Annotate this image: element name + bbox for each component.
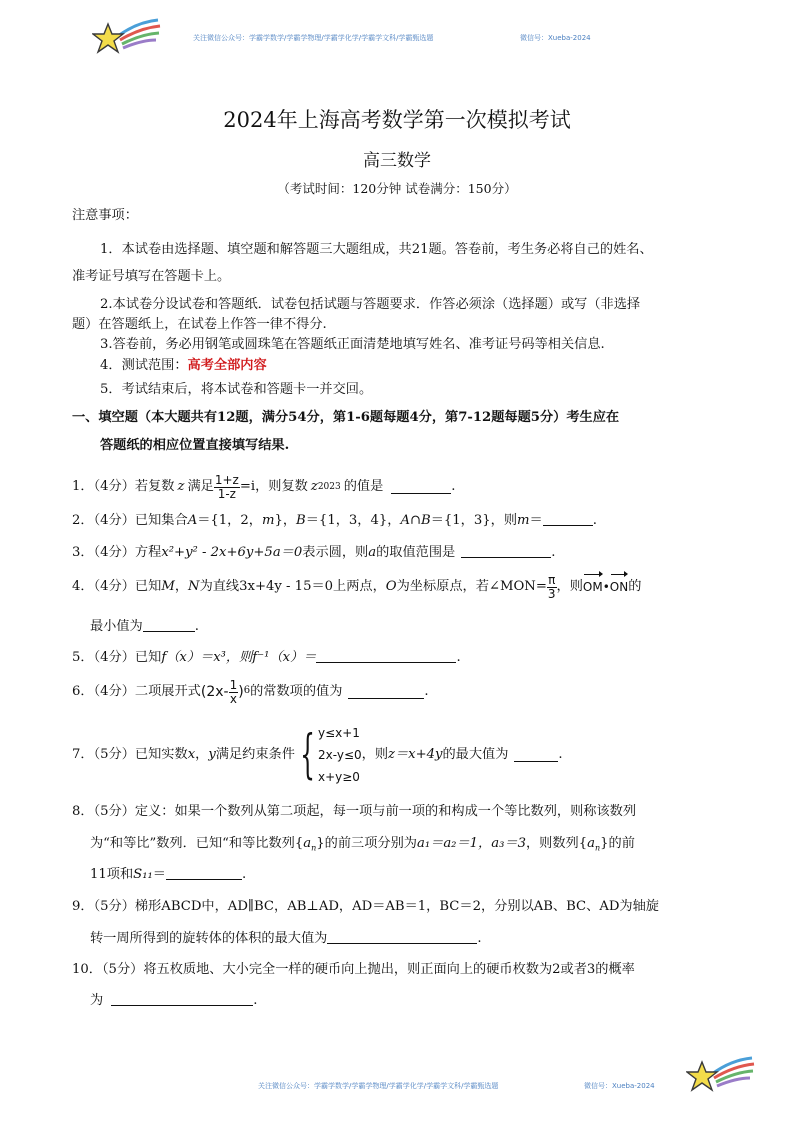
q2-var-A: A [187,513,198,528]
q2-text-b: ＝{1，2， [197,513,262,528]
q9-line1: 9．（5分）梯形ABCD中，AD∥BC，AB⊥AD，AD＝AB＝1，BC＝2，分别以AB、BC、AD为轴旋 [72,899,659,914]
q6-fraction [229,679,239,706]
q5-answer-blank[interactable] [316,649,456,663]
header-wechat: 微信号：Xueba-2024 [520,34,591,42]
q4-var-M: M [161,579,175,594]
q7-text-e: 的最大值为 [442,747,509,762]
q1-exponent: 2023 [317,482,341,492]
q4-answer-blank[interactable] [143,618,195,632]
q5-text-b: . [456,650,461,665]
note-2 [100,294,640,316]
notes-heading: 注意事项： [72,208,138,223]
q2-text-d: ＝{1，3，4}， [305,513,401,528]
q7-constraint-1: y≤x+1 [317,726,360,740]
q1-var-z2: z [310,479,318,494]
star-logo-icon [92,16,162,60]
note-1-a: 1．本试卷由选择题、填空题和解答题三大题组成，共21题。答卷前，考生务必将自己的姓名、 [100,242,653,257]
q1-text-c: =i，则复数 [239,479,308,494]
note-4-label: 4．测试范围： [100,358,188,373]
q8-l2b: }的前三项分别为 [316,836,417,851]
footer-text: 关注微信公众号：学霸学数学/学霸学物理/学霸学化学/学霸学文科/学霸甄选题 [258,1082,499,1090]
q1-text-a: 1．（4分）若复数 [72,479,175,494]
q7-var-x: x [187,747,196,762]
q1-text-e: . [451,479,456,494]
note-4-value: 高考全部内容 [187,358,267,373]
q3-equation: x²+y² - 2x+6y+5a＝0 [161,545,303,560]
q6-open-paren: (2x- [200,684,229,700]
q4-text-g: . [194,619,199,634]
note-5-text: 5．考试结束后，将本试卷和答题卡一并交回。 [100,382,373,397]
q3-var-a: a [368,545,377,560]
q8-line1: 8．（5分）定义：如果一个数列从第二项起，每一项与前一项的和构成一个等比数列，则称该数列 [72,804,637,819]
note-1 [100,239,653,261]
q7-objective: z＝x+4y [388,747,443,762]
question-6 [72,674,429,710]
q2-text-f: ＝ [529,513,543,528]
q8-an-2: a [587,836,595,851]
footer-star-logo [686,1054,756,1098]
q1-var-z: z [177,479,185,494]
question-7 [72,720,563,790]
q6-close-paren: ) [238,684,244,700]
q10-line2-end: . [253,993,258,1008]
q6-text-a: 6．（4分）二项展开式 [72,684,201,699]
q7-text-d: ，则 [361,747,389,762]
section-1-line1: 一、填空题（本大题共有12题，满分54分，第1-6题每题4分，第7-12题每题5分）考生应在 [72,410,620,425]
q1-fraction [214,474,240,501]
question-1 [72,470,455,504]
q7-answer-blank[interactable] [514,748,558,762]
q4-text-b: ， [174,579,189,594]
q7-brace: { [299,725,315,785]
q9-line2: 转一周所得到的旋转体的体积的最大值为 [90,931,328,946]
footer-wechat: 微信号：Xueba-2024 [584,1082,655,1090]
q8-l3c: . [241,867,247,882]
q7-constraint-3: x+y≥0 [317,770,360,784]
q7-text-f: . [558,747,563,762]
q6-denominator: x [229,691,237,706]
q2-text-g: . [592,513,597,528]
q3-text-a: 3．（4分）方程 [72,545,162,560]
q6-exponent: 6 [243,685,251,696]
note-2-b: 题）在答题纸上，在试卷上作答一律不得分. [72,317,327,332]
section-1-line2: 答题纸的相应位置直接填写结果. [100,438,290,453]
section-heading-1 [72,407,619,429]
q2-answer-blank[interactable] [543,512,593,526]
q8-s11: S₁₁ [133,867,153,882]
q6-numerator: 1 [229,677,238,692]
q1-denominator: 1-z [217,486,236,501]
question-8-cont-2 [90,864,246,886]
q4-dot: • [602,580,610,594]
q1-text-b: 满足 [187,479,214,494]
note-3-text: 3.答卷前，务必用钢笔或圆珠笔在答题纸正面清楚地填写姓名、准考证号码等相关信息. [100,337,605,352]
q6-text-b: 的常数项的值为 [250,684,343,699]
q2-var-B: B [296,513,306,528]
question-9 [72,896,659,918]
question-9-cont [90,928,482,950]
q9-answer-blank[interactable] [327,930,477,944]
note-5 [100,379,372,401]
page-title: 2024年上海高考数学第一次模拟考试 [223,108,571,132]
q8-l2d: }的前 [600,836,635,851]
q2-intersection: A∩B [400,513,431,528]
q4-text-e: ，则 [556,579,583,594]
note-1-b: 准考证号填写在答题卡上。 [72,269,231,284]
question-3 [72,542,555,564]
q4-line2: 最小值为 [90,619,143,634]
star-logo-icon [686,1054,756,1098]
q8-initial-terms: a₁＝a₂＝1，a₃＝3 [416,836,526,851]
q2-var-m: m [261,513,275,528]
q5-function: f（x）＝x³，则 [161,650,253,665]
q4-var-O: O [385,579,397,594]
q4-vector-on: ON [610,576,628,598]
q8-l3b: ＝ [152,867,166,882]
q2-text-a: 2．（4分）已知集合 [72,513,188,528]
note-1-cont [72,266,230,288]
question-2 [72,510,597,532]
q8-answer-blank[interactable] [166,866,242,880]
q4-text-c: 为直线3x+4y - 15＝0上两点， [199,579,386,594]
q5-inverse: f⁻¹（x）＝ [252,650,317,665]
question-10-cont [90,990,257,1012]
q4-text-d: 为坐标原点，若∠MON= [396,579,547,594]
q10-line1: 10．（5分）将五枚质地、大小完全一样的硬币向上抛出，则正面向上的硬币枚数为2或者3的概率 [72,962,635,977]
q1-numerator: 1+z [214,472,239,487]
q8-l2a: 为“和等比”数列．已知“和等比数列{ [90,836,304,851]
q8-an: a [303,836,312,851]
q7-constraint-2: 2x-y≤0 [317,748,362,762]
q4-text-f: 的 [628,579,642,594]
q4-var-N: N [188,579,200,594]
q8-l3a: 11项和 [90,867,134,882]
q10-line2: 为 [90,993,104,1008]
q6-text-c: . [424,684,429,699]
note-2-a: 2.本试卷分设试卷和答题纸．试卷包括试题与答题要求．作答必须涂（选择题）或写（非选择 [100,297,641,312]
q9-line2-end: . [477,931,482,946]
q8-sub-n: n [311,843,317,853]
header-text: 关注微信公众号：学霸学数学/学霸学物理/学霸学化学/学霸学文科/学霸甄选题 [193,34,434,42]
q2-text-e: ＝{1，3}，则 [430,513,518,528]
q8-sub-n-2: n [594,843,601,853]
question-10 [72,959,635,981]
q7-var-y: y [208,747,216,762]
q4-numerator: π [548,572,556,587]
question-4 [72,570,641,604]
q3-text-d: . [551,545,556,560]
header-star-logo [92,16,162,60]
q3-text-c: 的取值范围是 [376,545,456,560]
q7-constraint-system [318,722,362,788]
question-8 [72,801,636,823]
q3-text-b: 表示圆，则 [302,545,369,560]
q4-denominator: 3 [547,586,556,601]
section-heading-2 [100,435,289,457]
note-3 [100,334,605,356]
q6-answer-blank[interactable] [348,685,424,699]
q7-text-a: 7．（5分）已知实数 [72,747,188,762]
question-8-cont-1 [90,833,635,860]
q3-answer-blank[interactable] [461,544,551,558]
q5-text-a: 5．（4分）已知 [72,650,162,665]
q1-answer-blank[interactable] [391,480,451,494]
question-5 [72,647,461,669]
question-4-cont [90,616,199,638]
q4-vector-om: OM [583,576,603,598]
q10-answer-blank[interactable] [111,992,253,1006]
note-4 [100,355,267,377]
q7-text-b: ， [195,747,209,762]
exam-info: （考试时间：120分钟 试卷满分：150分） [277,181,517,196]
q8-l2c: ，则数列{ [525,836,588,851]
q4-fraction [547,574,557,601]
note-2-cont [72,314,327,336]
page-subtitle: 高三数学 [363,151,431,171]
q2-text-c: }， [274,513,297,528]
q7-text-c: 满足约束条件 [215,747,295,762]
q1-text-d: 的值是 [343,479,384,494]
q4-text-a: 4．（4分）已知 [72,579,162,594]
q2-var-m2: m [517,513,530,528]
